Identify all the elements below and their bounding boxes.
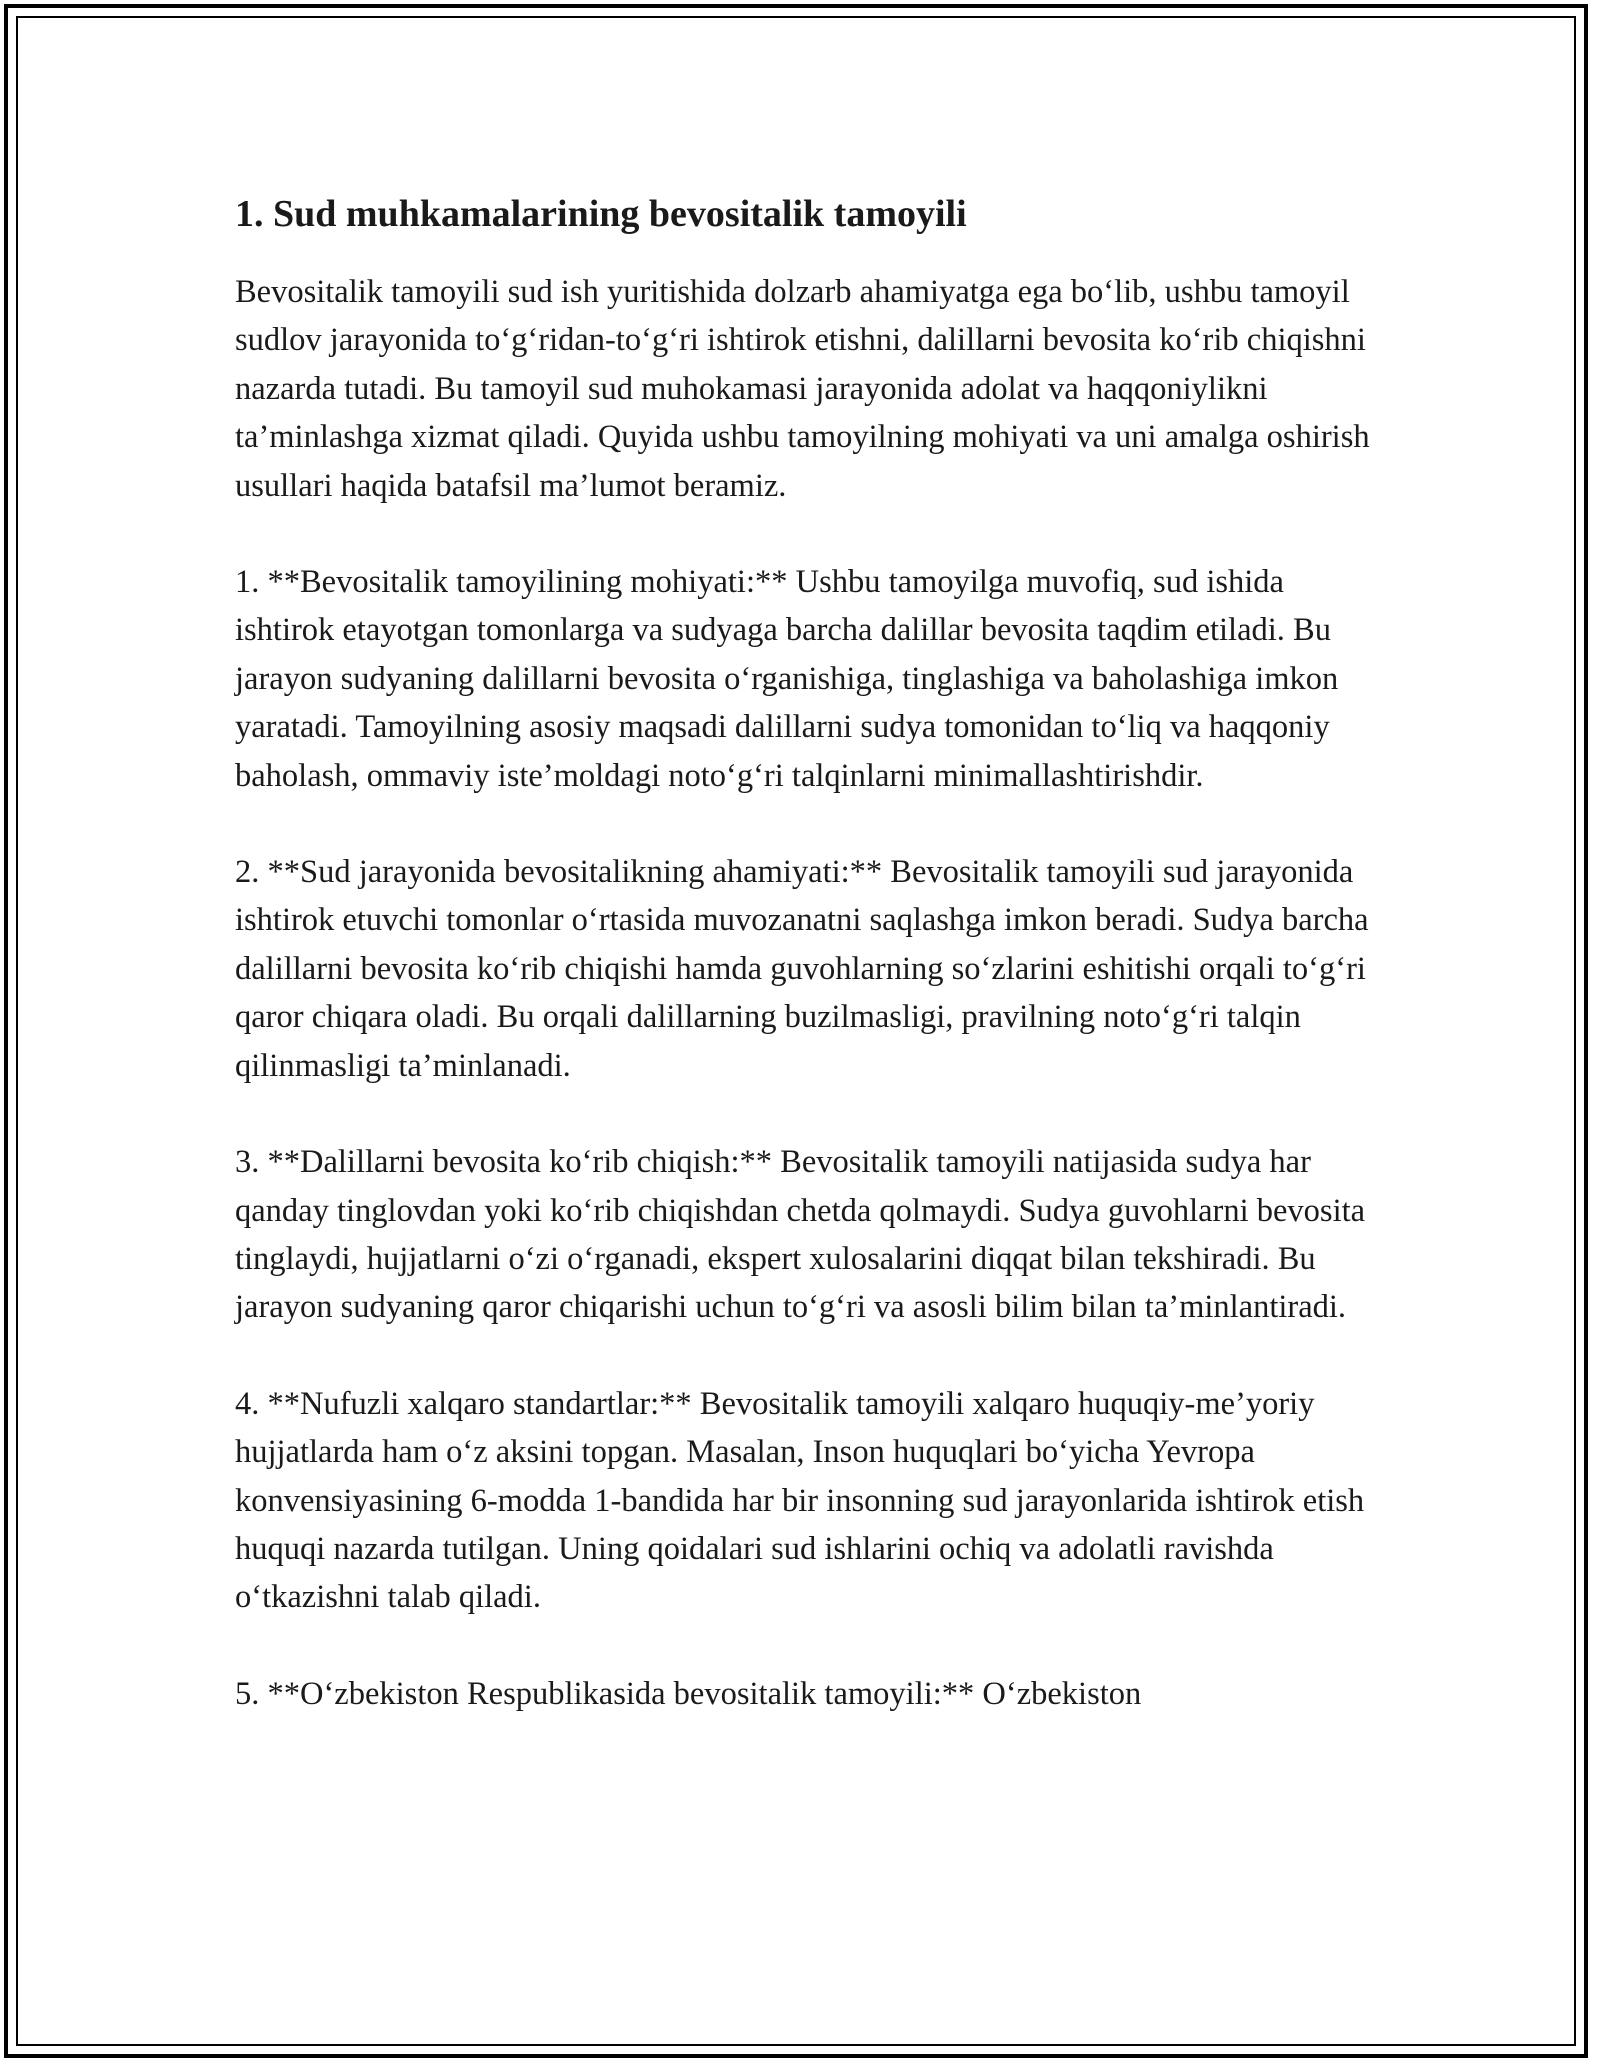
paragraph-item-4: 4. **Nufuzli xalqaro standartlar:** Bevositalik tamoyili xalqaro huquqiy-me’yoriy hujjatlarda ham o‘z aksini topgan. Masalan, Inson huquqlari bo‘yicha Yevropa konvensiyasining 6-modda 1-bandida har bir insonning sud jarayonlarida ishtirok etish huquqi nazarda tutilgan. Uning qoidalari sud ishlarini ochiq va adolatli ravishda o‘tkazishni talab qiladi. — [235, 1385, 1365, 1616]
document-body — [235, 188, 1375, 1766]
paragraph-item-1: 1. **Bevositalik tamoyilining mohiyati:** Ushbu tamoyilga muvofiq, sud ishida ishtirok etayotgan tomonlarga va sudyaga barcha dalillar bevosita taqdim etiladi. Bu jarayon sudyaning dalillarni bevosita o‘rganishiga, tinglashiga va baholashiga imkon yaratadi. Tamoyilning asosiy maqsadi dalillarni sudya tomonidan to‘liq va haqqoniy baholash, ommaviy iste’moldagi noto‘g‘ri talqinlarni minimallashtirishdir. — [235, 564, 1339, 794]
paragraph-item-5: 5. **O‘zbekiston Respublikasida bevositalik tamoyili:** O‘zbekiston — [235, 1675, 1142, 1712]
paragraph-intro: Bevositalik tamoyili sud ish yuritishida dolzarb ahamiyatga ega bo‘lib, ushbu tamoyil sudlov jarayonida to‘g‘ridan-to‘g‘ri ishtirok etishni, dalillarni bevosita ko‘rib chiqishni nazarda tutadi. Bu tamoyil sud muhokamasi jarayonida adolat va haqqoniylikni ta’minlashga xizmat qiladi. Quyida ushbu tamoyilning mohiyati va uni amalga oshirish usullari haqida batafsil ma’lumot beramiz. — [235, 274, 1370, 504]
paragraph-item-3: 3. **Dalillarni bevosita ko‘rib chiqish:** Bevositalik tamoyili natijasida sudya har qanday tinglovdan yoki ko‘rib chiqishdan chetda qolmaydi. Sudya guvohlarni bevosita tinglaydi, hujjatlarni o‘zi o‘rganadi, ekspert xulosalarini diqqat bilan tekshiradi. Bu jarayon sudyaning qaror chiqarishi uchun to‘g‘ri va asosli bilim bilan ta’minlantiradi. — [235, 1144, 1366, 1326]
paragraph-item-2: 2. **Sud jarayonida bevositalikning ahamiyati:** Bevositalik tamoyili sud jarayonida ishtirok etuvchi tomonlar o‘rtasida muvozanatni saqlashga imkon beradi. Sudya barcha dalillarni bevosita ko‘rib chiqishi hamda guvohlarning so‘zlarini eshitishi orqali to‘g‘ri qaror chiqara oladi. Bu orqali dalillarning buzilmasligi, pravilning noto‘g‘ri talqin qilinmasligi ta’minlanadi. — [235, 854, 1369, 1084]
document-title: 1. Sud muhkamalarining bevositalik tamoyili — [235, 193, 967, 235]
